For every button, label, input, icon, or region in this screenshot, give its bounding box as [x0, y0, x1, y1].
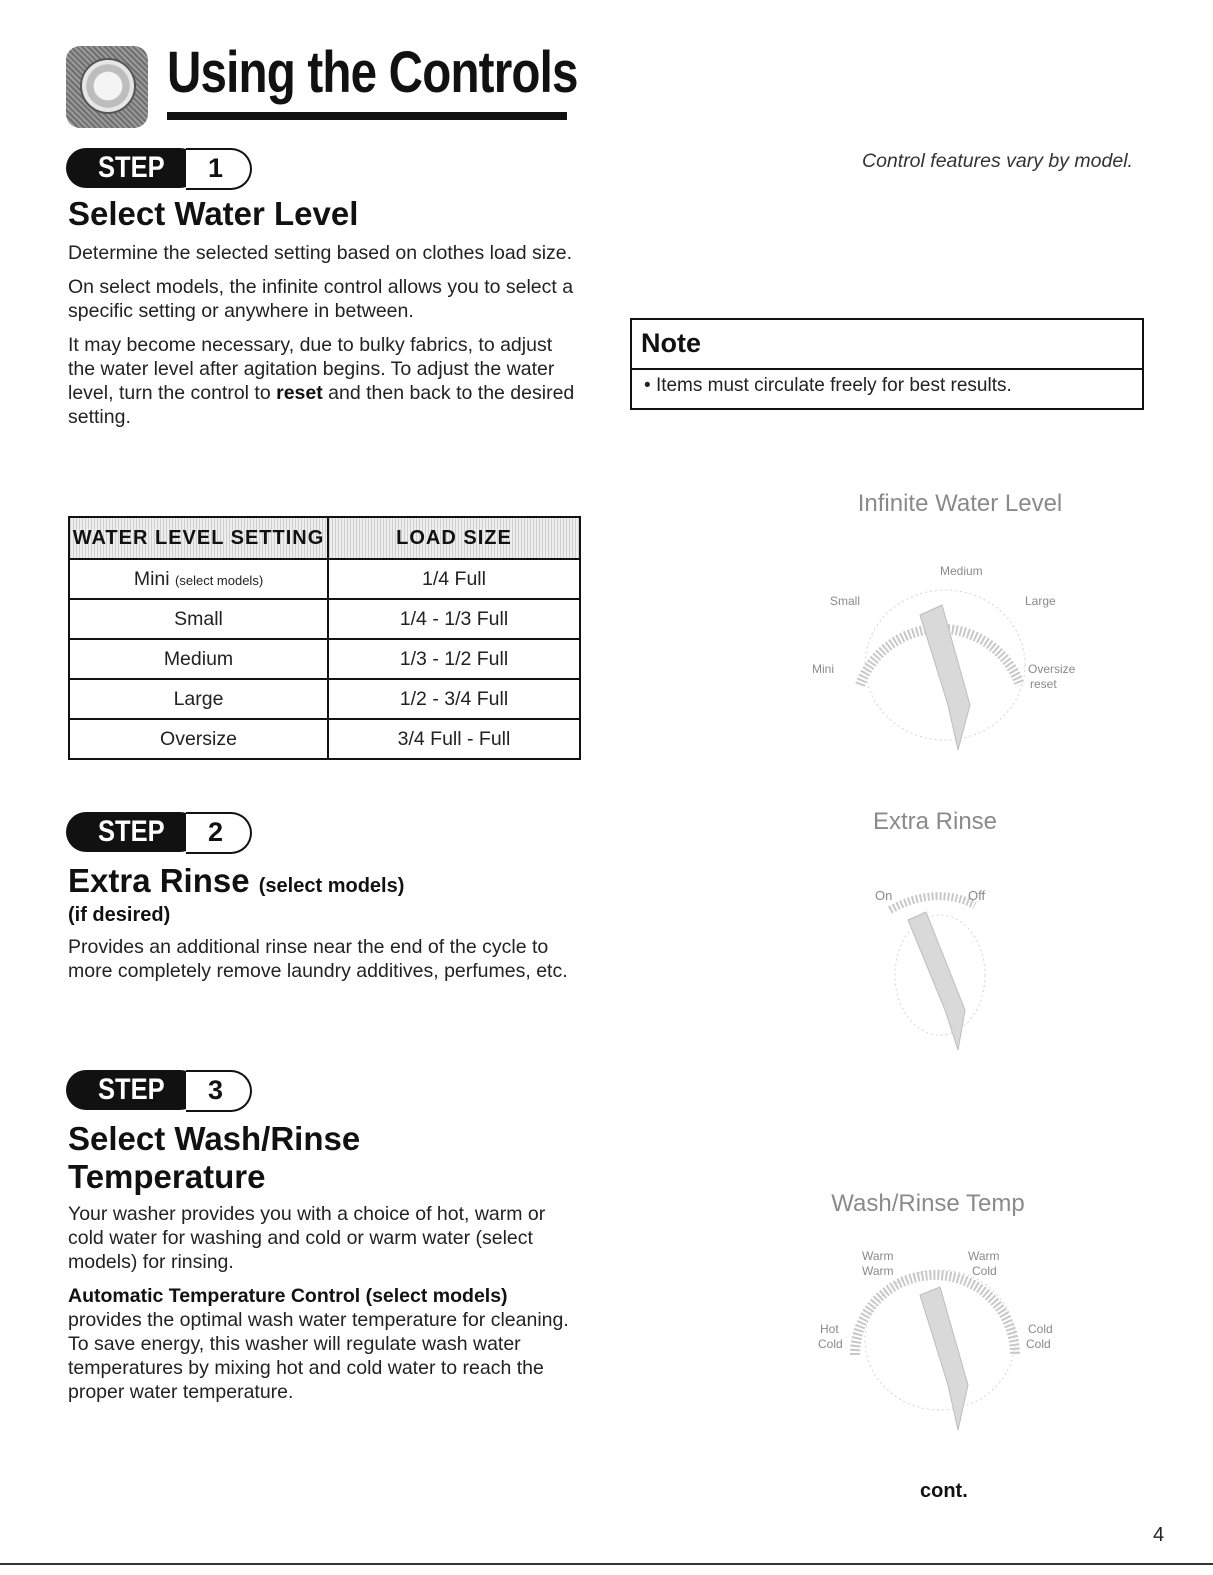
dial-label-hot: Hot [820, 1322, 839, 1336]
step-1-paragraph: Determine the selected setting based on clothes load size. [68, 242, 573, 264]
table-row: Medium 1/3 - 1/2 Full [69, 639, 580, 679]
table-row: Large 1/2 - 3/4 Full [69, 679, 580, 719]
step-2-body: Provides an additional rinse near the end of the cycle to more completely remove laundry additives, perfumes, etc. [68, 936, 568, 982]
note-divider [632, 368, 1142, 370]
dial-label-cold: Cold [1026, 1337, 1051, 1351]
dial-label-large: Large [1025, 594, 1056, 608]
table-header-setting: WATER LEVEL SETTING [69, 517, 328, 559]
table-header-load: LOAD SIZE [328, 517, 580, 559]
dial-label-medium: Medium [940, 564, 983, 578]
temp-dial-title: Wash/Rinse Temp [831, 1190, 1025, 1217]
dial-label-cold: Cold [1028, 1322, 1053, 1336]
step-2-badge: STEP 2 [66, 812, 256, 854]
step-2-heading-suffix: (select models) [258, 875, 405, 897]
step-1-paragraph: On select models, the infinite control allows you to select a specific setting or anywhere in between. [68, 276, 574, 322]
dial-label-reset: reset [1030, 677, 1057, 691]
dial-label-cold: Cold [818, 1337, 843, 1351]
dial-label-warm: Warm [862, 1249, 894, 1263]
step-3-body [68, 1202, 573, 1404]
table-row: Mini (select models) 1/4 Full [69, 559, 580, 599]
water-level-dial [800, 555, 1080, 765]
dial-label-off: Off [968, 888, 986, 903]
page-number: 4 [1153, 1524, 1165, 1546]
dial-label-mini: Mini [812, 662, 835, 676]
auto-temp-heading: Automatic Temperature Control (select models) [68, 1285, 508, 1307]
note-box [630, 318, 1144, 410]
title-underline [167, 112, 567, 120]
table-row: Small 1/4 - 1/3 Full [69, 599, 580, 639]
step-2-subheading: (if desired) [68, 904, 171, 926]
step-3-badge: STEP 3 [66, 1070, 256, 1112]
step-3-paragraph: Your washer provides you with a choice of hot, warm or cold water for washing and cold or warm water (select models) for rinsing. [68, 1203, 546, 1273]
page-title: Using the Controls [167, 40, 578, 105]
extra-rinse-dial [860, 880, 1010, 1055]
step-2-heading: Extra Rinse (select models) [68, 862, 405, 899]
extra-rinse-dial-title: Extra Rinse [872, 808, 998, 835]
dial-label-small: Small [830, 594, 861, 608]
step-1-paragraph: It may become necessary, due to bulky fabrics, to adjust the water level after agitation begins. To adjust the water level, turn the control to reset and then back to the desired setting. [68, 334, 575, 428]
dial-label-warm: Warm [862, 1264, 894, 1278]
step-1-heading: Select Water Level [68, 195, 359, 232]
wash-rinse-temp-dial [800, 1245, 1060, 1440]
dial-label-warm: Warm [968, 1249, 1000, 1263]
control-features-note: Control features vary by model. [862, 150, 1133, 172]
note-title: Note [641, 328, 701, 358]
step-1-badge: STEP 1 [66, 148, 256, 190]
note-item: • Items must circulate freely for best results. [644, 375, 1012, 396]
dial-label-on: On [875, 888, 893, 903]
step-3-heading: Select Wash/Rinse Temperature [68, 1120, 361, 1195]
dial-label-oversize: Oversize [1028, 662, 1076, 676]
water-level-table [68, 516, 581, 760]
bottom-rule [0, 1563, 1213, 1565]
continued-label: cont. [920, 1480, 968, 1502]
water-level-dial-title: Infinite Water Level [857, 490, 1063, 517]
auto-temp-paragraph: provides the optimal wash water temperature for cleaning. To save energy, this washer will regulate wash water temperatures by mixing hot and cold water to reach the proper water temperature. [68, 1309, 569, 1403]
dial-label-cold: Cold [972, 1264, 997, 1278]
table-row: Oversize 3/4 Full - Full [69, 719, 580, 759]
step-1-body [68, 241, 578, 439]
washer-dial-icon [66, 46, 148, 128]
